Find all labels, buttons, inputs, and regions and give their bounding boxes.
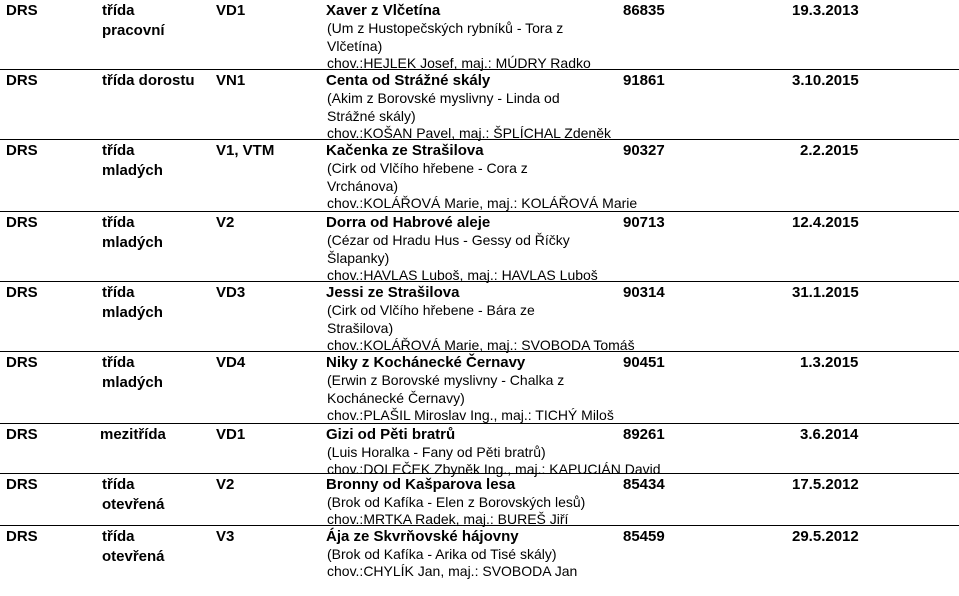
class-name: třída [102,214,135,231]
table-row [0,282,959,352]
rating-code: VD1 [216,2,246,19]
registration-number: 91861 [623,72,665,89]
class-name: třída [102,354,135,371]
class-name: třída dorostu [102,72,195,89]
table-row [0,526,959,596]
parents: (Brok od Kafíka - Elen z Borovských lesů) [327,494,586,510]
parents-line2: Šlapanky) [327,250,390,266]
club: DRS [6,528,38,545]
dog-name: Dorra od Habrové aleje [326,214,491,231]
class-name: třída [102,2,135,19]
class-name-line2: mladých [102,374,163,391]
dog-name: Jessi ze Strašilova [326,284,460,301]
parents: (Cirk od Vlčího hřebene - Cora z [327,160,528,176]
parents-line2: Vrchánova) [327,178,399,194]
parents: (Erwin z Borovské myslivny - Chalka z [327,372,565,388]
dog-name: Centa od Strážné skály [326,72,491,89]
registration-number: 85459 [623,528,665,545]
parents-line2: Kochánecké Černavy) [327,390,465,406]
date: 2.2.2015 [800,142,859,159]
date: 19.3.2013 [792,2,859,19]
breeder-owner: chov.:DOLEČEK Zbyněk Ing., maj.: KAPUCIÁN David [327,461,661,477]
breeder-owner: chov.:KOLÁŘOVÁ Marie, maj.: SVOBODA Tomáš [327,337,635,353]
registration-number: 85434 [623,476,665,493]
parents: (Um z Hustopečských rybníků - Tora z [327,20,564,36]
dog-name: Ája ze Skvrňovské hájovny [326,528,519,545]
rating-code: VD1 [216,426,246,443]
class-name-line2: mladých [102,304,163,321]
table-row [0,70,959,140]
date: 29.5.2012 [792,528,859,545]
dog-name: Xaver z Vlčetína [326,2,441,19]
parents: (Luis Horalka - Fany od Pěti bratrů) [327,444,546,460]
class-name-line2: pracovní [102,22,165,39]
class-name-line2: mladých [102,234,163,251]
class-name: třída [102,476,135,493]
registration-number: 89261 [623,426,665,443]
club: DRS [6,354,38,371]
date: 3.10.2015 [792,72,859,89]
rating-code: VN1 [216,72,246,89]
class-name: mezitřída [100,426,166,443]
registration-number: 90713 [623,214,665,231]
club: DRS [6,426,38,443]
date: 12.4.2015 [792,214,859,231]
rating-code: V3 [216,528,235,545]
club: DRS [6,72,38,89]
table-row [0,352,959,422]
breeder-owner: chov.:PLAŠIL Miroslav Ing., maj.: TICHÝ Miloš [327,407,614,423]
parents-line2: Strašilova) [327,320,394,336]
dog-name: Gizi od Pěti bratrů [326,426,456,443]
parents: (Cézar od Hradu Hus - Gessy od Říčky [327,232,570,248]
club: DRS [6,476,38,493]
breeder-owner: chov.:HAVLAS Luboš, maj.: HAVLAS Luboš [327,267,598,283]
breeder-owner: chov.:KOLÁŘOVÁ Marie, maj.: KOLÁŘOVÁ Marie [327,195,638,211]
breeder-owner: chov.:KOŠAN Pavel, maj.: ŠPLÍCHAL Zdeněk [327,125,612,141]
table-row [0,0,959,70]
date: 1.3.2015 [800,354,859,371]
dog-name: Kačenka ze Strašilova [326,142,484,159]
parents: (Brok od Kafíka - Arika od Tisé skály) [327,546,557,562]
parents-line2: Strážné skály) [327,108,416,124]
date: 17.5.2012 [792,476,859,493]
date: 3.6.2014 [800,426,859,443]
registration-number: 90451 [623,354,665,371]
breeder-owner: chov.:CHYLÍK Jan, maj.: SVOBODA Jan [327,563,578,579]
breeder-owner: chov.:MRTKA Radek, maj.: BUREŠ Jiří [327,511,569,527]
registration-number: 86835 [623,2,665,19]
club: DRS [6,142,38,159]
dog-name: Bronny od Kašparova lesa [326,476,516,493]
table-row [0,140,959,210]
class-name-line2: mladých [102,162,163,179]
class-name-line2: otevřená [102,548,165,565]
parents: (Akim z Borovské myslivny - Linda od [327,90,560,106]
rating-code: VD3 [216,284,246,301]
club: DRS [6,2,38,19]
rating-code: V2 [216,476,235,493]
table-row [0,212,959,282]
class-name: třída [102,528,135,545]
registration-number: 90314 [623,284,665,301]
dog-name: Niky z Kochánecké Černavy [326,354,526,371]
parents: (Cirk od Vlčího hřebene - Bára ze [327,302,535,318]
rating-code: V2 [216,214,235,231]
rating-code: V1, VTM [216,142,275,159]
date: 31.1.2015 [792,284,859,301]
class-name: třída [102,142,135,159]
class-name-line2: otevřená [102,496,165,513]
parents-line2: Vlčetína) [327,38,383,54]
registration-number: 90327 [623,142,665,159]
club: DRS [6,214,38,231]
breeder-owner: chov.:HEJLEK Josef, maj.: MÚDRY Radko [327,55,591,71]
rating-code: VD4 [216,354,246,371]
class-name: třída [102,284,135,301]
club: DRS [6,284,38,301]
